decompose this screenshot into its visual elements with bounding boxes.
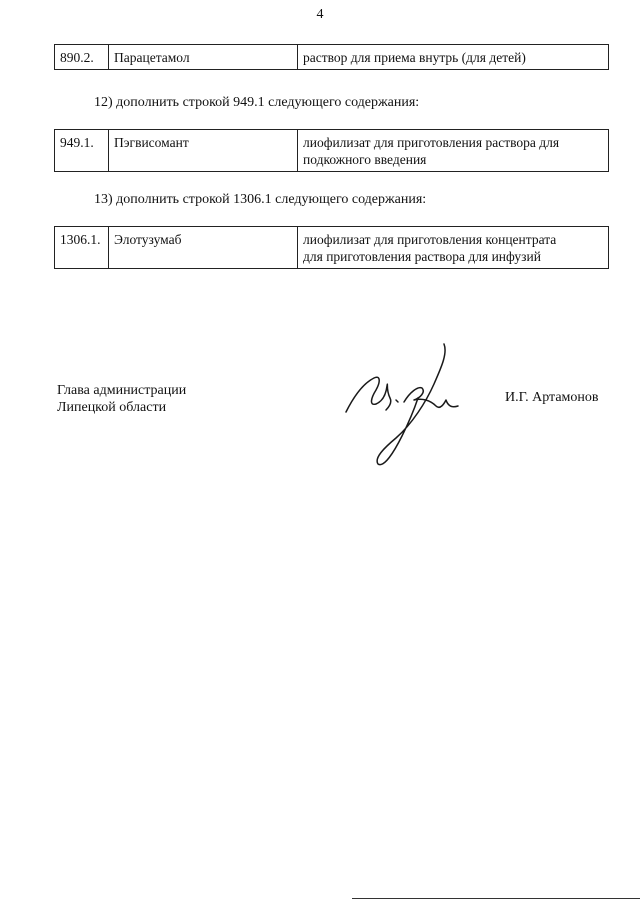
dosage-form-line: лиофилизат для приготовления концентрата: [303, 232, 557, 247]
signatory-name: И.Г. Артамонов: [505, 390, 599, 405]
dosage-form-line: раствор для приема внутрь (для детей): [303, 50, 526, 65]
footer-divider: [352, 898, 640, 899]
entry-table-949-1: [54, 129, 609, 172]
entry-number: 890.2.: [55, 45, 109, 70]
signatory-title-line: Глава администрации: [57, 383, 187, 398]
entry-dosage-form: [298, 130, 609, 172]
instruction-13: 13) дополнить строкой 1306.1 следующего содержания:: [94, 192, 427, 207]
dosage-form-line: для приготовления раствора для инфузий: [303, 249, 541, 264]
signatory-title: [57, 382, 186, 416]
dosage-form-line: подкожного введения: [303, 152, 427, 167]
entry-drug-name: Парацетамол: [109, 45, 298, 70]
entry-table-890-2: [54, 44, 609, 70]
entry-table-1306-1: [54, 226, 609, 269]
entry-dosage-form: [298, 45, 609, 70]
entry-drug-name: Элотузумаб: [109, 227, 298, 269]
entry-number: 1306.1.: [55, 227, 109, 269]
table-row: [55, 227, 609, 269]
dosage-form-line: лиофилизат для приготовления раствора для: [303, 135, 560, 150]
instruction-12: 12) дополнить строкой 949.1 следующего содержания:: [94, 95, 420, 110]
entry-number: 949.1.: [55, 130, 109, 172]
signatory-title-line: Липецкой области: [57, 400, 167, 415]
entry-drug-name: Пэгвисомант: [109, 130, 298, 172]
table-row: [55, 45, 609, 70]
page-number: 4: [316, 7, 324, 22]
table-row: [55, 130, 609, 172]
entry-dosage-form: [298, 227, 609, 269]
handwritten-signature-icon: [340, 340, 470, 470]
